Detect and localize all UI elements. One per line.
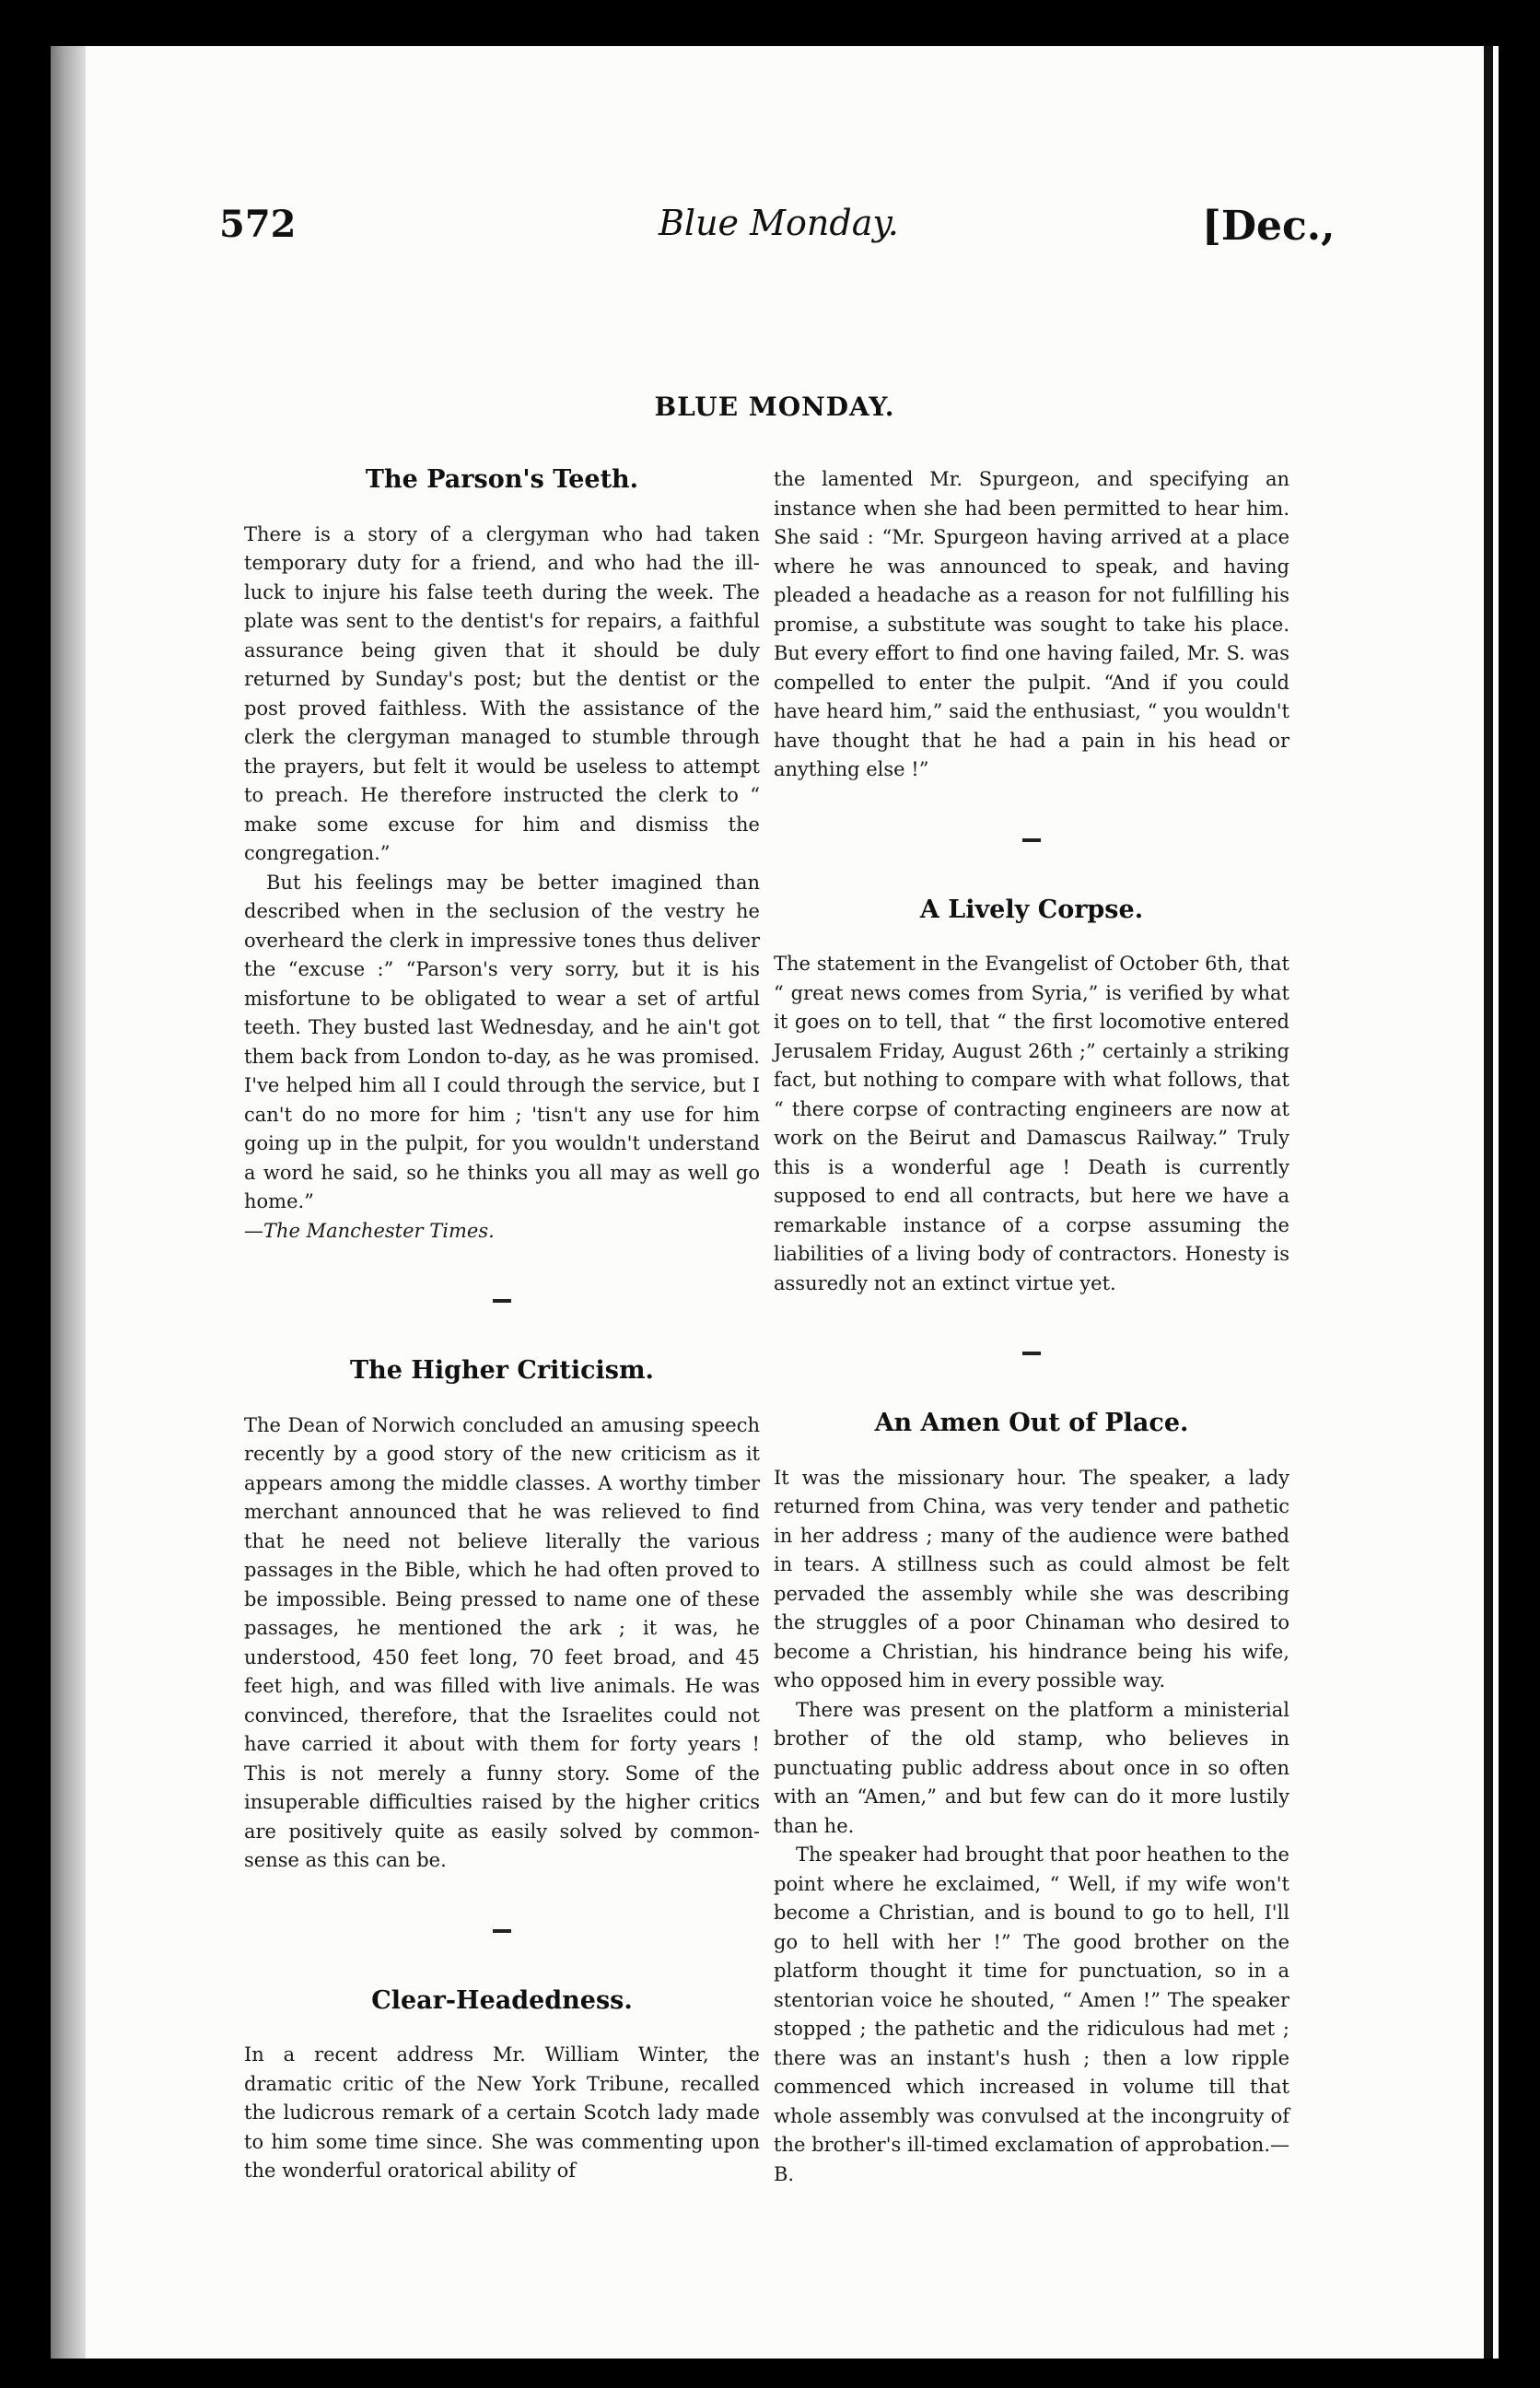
article-title-parson: The Parson's Teeth. xyxy=(365,465,639,494)
running-title: Blue Monday. xyxy=(659,203,899,243)
article-paragraph: It was the missionary hour. The speaker, a lady returned from China, was very tender and pathetic in her address ; many of the audience were bathed in tears. A stillness such as could almost be felt pervaded the assembly while she was describing the struggles of a poor Chinaman who desired to become a Christian, his hindrance being his wife, who opposed him in every possible way. xyxy=(774,1466,1289,1692)
article-paragraph: In a recent address Mr. William Winter, the dramatic critic of the New York Tribune, recalled the ludicrous remark of a certain Scotch lady made to him some time since. She was commenting upon the wonderful oratorical ability of xyxy=(244,2043,760,2182)
article-paragraph: The statement in the Evangelist of October 6th, that “ great news comes from Syria,” is verified by what it goes on to tell, that “ the first locomotive entered Jerusalem Friday, August 26th ;” certainly a striking fact, but nothing to compare with what follows, that “ there corpse of contracting engineers are now at work on the Beirut and Damascus Railway.” Truly this is a wonderful age ! Death is currently supposed to end all contracts, but here we have a remarkable instance of a corpse assuming the liabilities of a living body of contractors. Honesty is assuredly not an extinct virtue yet. xyxy=(774,953,1289,1294)
article-paragraph: But his feelings may be better imagined than described when in the seclusion of the vestry he overheard the clerk in impressive tones thus deliver the “excuse :” “Parson's very sorry, but it is his misfortune to be obligated to wear a set of artful teeth. They busted last Wednesday, and he ain't got them back from London to-day, as he was promised. I've helped him all I could through the service, but I can't do no more for him ; 'tisn't any use for him going up in the pulpit, for you wouldn't understand a word he said, so he thinks you all may as well go home.” xyxy=(244,871,760,1212)
page-header xyxy=(51,203,1499,276)
page-number: 572 xyxy=(219,203,297,246)
article-title-clear: Clear-Headedness. xyxy=(371,1985,633,2015)
article-title-criticism: The Higher Criticism. xyxy=(350,1356,654,1385)
section-divider xyxy=(493,1929,511,1933)
section-divider xyxy=(1022,838,1041,842)
section-divider xyxy=(493,1299,511,1303)
article-title-corpse: A Lively Corpse. xyxy=(919,895,1144,924)
left-column xyxy=(244,465,760,2186)
article-paragraph: The speaker had brought that poor heathen to the point where he exclaimed, “ Well, if my wife won't become a Christian, and is bound to go to hell, I'll go to hell with her !” The good brother on the platform thought it time for punctuation, so in a stentorian voice he shouted, “ Amen !” The speaker stopped ; the pathetic and the ridiculous had met ; there was an instant's hush ; then a low ripple commenced which increased in volume till that whole assembly was convulsed at the incongruity of the brother's ill-timed exclamation of approbation.—B. xyxy=(774,1844,1289,2185)
article-paragraph: There is a story of a clergyman who had taken temporary duty for a friend, and who had the ill-luck to injure his false teeth during the week. The plate was sent to the dentist's for repairs, a faithful assurance being given that it should be duly returned by Sunday's post; but the dentist or the post proved faithless. With the assistance of the clerk the clergyman managed to stumble through the prayers, but felt it would be useless to attempt to preach. He therefore instructed the clerk to “ make some excuse for him and dismiss the congregation.” xyxy=(244,522,760,864)
page-title: BLUE MONDAY. xyxy=(654,392,895,422)
right-column xyxy=(774,465,1289,2189)
section-mark: [Dec., xyxy=(1202,203,1336,250)
section-divider xyxy=(1022,1352,1041,1355)
article-paragraph: There was present on the platform a ministerial brother of the old stamp, who believes in punctuating public address about once in so often with an “Amen,” and but few can do it more lustily than he. xyxy=(774,1698,1289,1837)
scanned-page xyxy=(51,46,1499,2359)
article-source: —The Manchester Times. xyxy=(244,1219,495,1242)
article-paragraph: The Dean of Norwich concluded an amusing speech recently by a good story of the new criticism as it appears among the middle classes. A worthy timber merchant announced that he was relieved to find that he need not believe literally the various passages in the Bible, which he had often proved to be impossible. Being pressed to name one of these passages, he mentioned the ark ; it was, he understood, 450 feet long, 70 feet broad, and 45 feet high, and was filled with live animals. He was convinced, therefore, that the Israelites could not have carried it about with them for forty years ! This is not merely a funny story. Some of the insuperable difficulties raised by the higher critics are positively quite as easily solved by common-sense as this can be. xyxy=(244,1413,760,1871)
article-title-amen: An Amen Out of Place. xyxy=(874,1409,1189,1437)
article-paragraph: the lamented Mr. Spurgeon, and specifying an instance when she had been permitted to hear him. She said : “Mr. Spurgeon having arrived at a place where he was announced to speak, and having pleaded a headache as a reason for not fulfilling his promise, a substitute was sought to take his place. But every effort to find one having failed, Mr. S. was compelled to enter the pulpit. “And if you could have heard him,” said the enthusiast, “ you wouldn't have thought that he had a pain in his head or anything else !” xyxy=(774,468,1289,780)
